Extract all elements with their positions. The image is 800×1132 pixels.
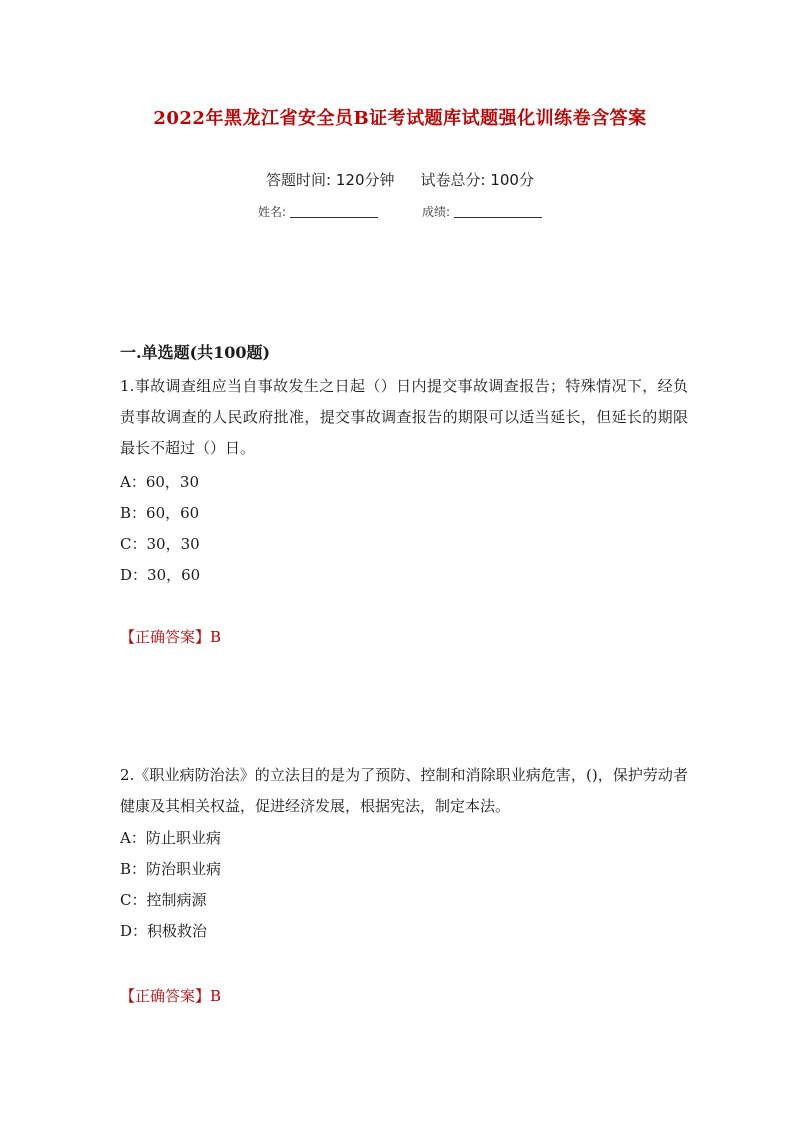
exam-total-score: 试卷总分: 100分 [420, 171, 534, 189]
grade-label: 成绩: [422, 205, 451, 219]
question-1-answer: 【正确答案】B [120, 628, 222, 646]
question-2-text: 2.《职业病防治法》的立法目的是为了预防、控制和消除职业病危害，()，保护劳动者健康及其相关权益，促进经济发展，根据宪法，制定本法。 [120, 766, 688, 815]
section-title: 一.单选题(共100题) [120, 343, 271, 362]
name-grade-row [0, 203, 800, 220]
page-title: 2022年黑龙江省安全员B证考试题库试题强化训练卷含答案 [153, 108, 647, 129]
exam-info [0, 169, 800, 190]
question-1-option-a: A：60，30 [120, 473, 200, 491]
question-2-option-a: A：防止职业病 [120, 829, 221, 847]
question-1-option-d: D：30，60 [120, 566, 201, 584]
name-blank [290, 205, 378, 218]
question-1-text: 1.事故调查组应当自事故发生之日起（）日内提交事故调查报告；特殊情况下，经负责事故调查的人民政府批准，提交事故调查报告的期限可以适当延长，但延长的期限最长不超过（）日。 [120, 377, 688, 457]
question-1-option-c: C：30，30 [120, 535, 200, 553]
name-label: 姓名: [257, 205, 286, 219]
question-2-option-b: B：防治职业病 [120, 860, 222, 878]
question-2-option-c: C：控制病源 [120, 891, 207, 909]
exam-time: 答题时间: 120分钟 [266, 171, 395, 189]
question-2-answer: 【正确答案】B [120, 987, 222, 1005]
question-2-option-d: D：积极救治 [120, 922, 208, 940]
grade-blank [454, 205, 542, 218]
question-1-option-b: B：60，60 [120, 504, 200, 522]
